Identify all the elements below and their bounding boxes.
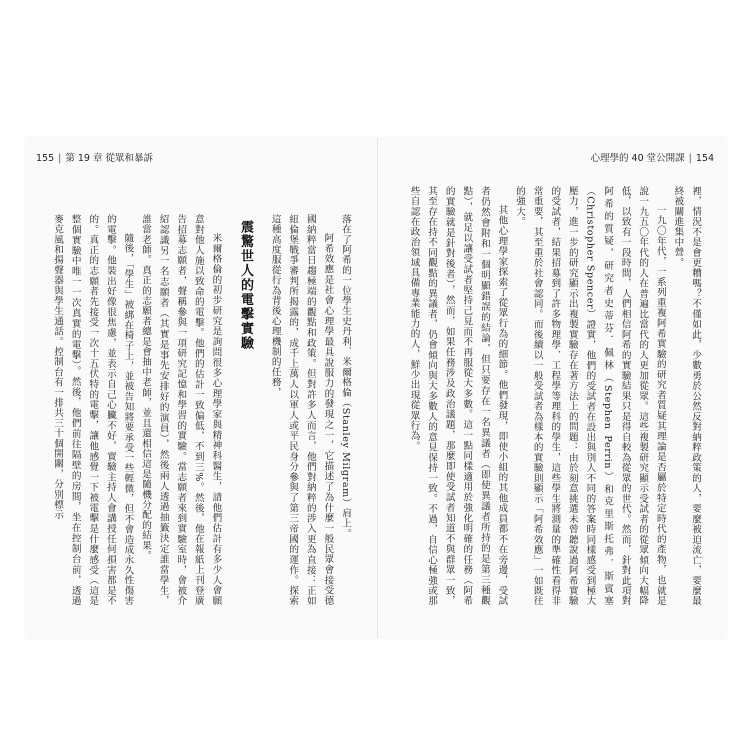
chapter-title: 從眾和暴訴 — [105, 153, 154, 164]
right-page-number: 154 — [695, 153, 714, 164]
left-page-number: 155 — [36, 153, 55, 164]
section-heading: 震驚世人的電擊實驗 — [238, 220, 254, 351]
right-page-header: 心理學的 40 堂公開課 | 154 — [590, 153, 714, 164]
left-paragraph: 隨後，「學生」被綁在椅子上，並被告知將要承受一些輕微，但不會造成永久性傷害的電擊。他裝出好像很焦慮，並表示自己心臟不好，實驗主持人會講授任何損害都是不的。真正的志願者先接受一次十五伏特的電擊，讓他感覺一下被電擊是什麼感受（這是整個實驗中唯一一次真實的電擊）。然後，他們前往隔壁的房間，坐在控制台前，透過麥克風和揚聲器與學生通話。控制台有一排共三十個開關，分別標示 — [52, 214, 134, 606]
right-page-body — [405, 186, 704, 606]
chapter-label: 第 19 章 — [65, 153, 103, 164]
left-page-body — [49, 214, 355, 606]
left-paragraph: 阿希效應是社會心理學最具說服力的發現之一，它描述了為什麼一般民眾會接受德國納粹當日趨極端的觀點和政策。但對許多人而言，他們對納粹的涉入更為直接：正如紐倫堡戰爭審判所揭露的，成千上萬人以軍人或平民身分參與了第三帝國的運作。探索這種高度服從行為背後心理機制的任務， — [269, 214, 334, 606]
book-title: 心理學的 40 堂公開課 — [590, 153, 685, 164]
right-paragraph: 一九〇年代，一系列重複阿希實驗的研究者質疑其理論是否屬於特定時代的產物，也就是說一九五〇年代的人在普遍比當代的人更加從眾。這些複製研究顯示受試者的從眾傾向大幅降低，以致有一段時間，人們相信阿希的實驗結果只是得自較為從眾的世代。然而，針對此項對阿希的質疑，研究者史蒂芬．佩林（Stephen Perrin）和克里斯托弗．斯賓塞（Christopher Spencer）證實，他們的受試者在設出與別人不同的答案時同樣感受到極大壓力，進一步的研究顯示出複製實驗存在著方法上的問題：由於刻意挑選未曾聽說過阿希實驗的受試者，結果招募到了許多物理學、工程學等理科的學生，這些學生將測量的準確性看得非常重要，其至重於社會認同。而後續以一般受試者為樣本的實驗則顯示「阿希效應」一如既往的強大。 — [514, 186, 666, 606]
book-gutter — [377, 138, 378, 638]
left-paragraph: 落在了阿希的一位學生史丹利．米爾格倫（Stanley Milgram）肩上。 — [340, 214, 351, 539]
right-paragraph: 裡，情況不是會更糟嗎？不僅如此，少數勇於公然反對納粹政策的人，要麼被迫流亡，要麼最終被關進集中營。 — [672, 186, 701, 606]
right-paragraph: 其他心理學家探索了從眾行為的細節。他們發現，即使小組的其他成員都不在旁邊，受試者仍然會附和一個明顯錯誤的結論，但只要存在一名異議者（即使異議者所持的是第三種觀點），就足以讓受試者堅持己見而不再服從大多數。這一點同樣適用於強化明確的任務（阿希的實驗就是針對後者），然而，如果任務涉及政治議題，那麼即使受試者知道不與群眾一致，其至存在持不同觀點的異議者，仍會傾向與大多數人的意見保持一致。不過，自信心極強或那些自認在政治領域具備專業能力的人，鮮少出現從眾行為。 — [408, 186, 508, 606]
left-paragraph: 米爾格倫的初步研究是詢問很多心理學家與精神科醫生，請他們估計有多少人會願意對他人施以致命的電擊。他們的估計一致偏低，不到三%。然後，他在報紙上刊登廣告招募志願者，聲稱參與一項研究記憶和學習的實驗。當志願者來到實驗室時，會被介紹認識另一名志願者（其實是事先安排好的演員），然後兩人透過抽籤決定誰當學生，誰當老師。真正的志願者總是會抽中老師，並且還相信這是隨機分配的結果。 — [140, 214, 222, 606]
book-spread — [26, 138, 726, 638]
left-page-header: 155 | 第 19 章 從眾和暴訴 — [36, 153, 154, 164]
